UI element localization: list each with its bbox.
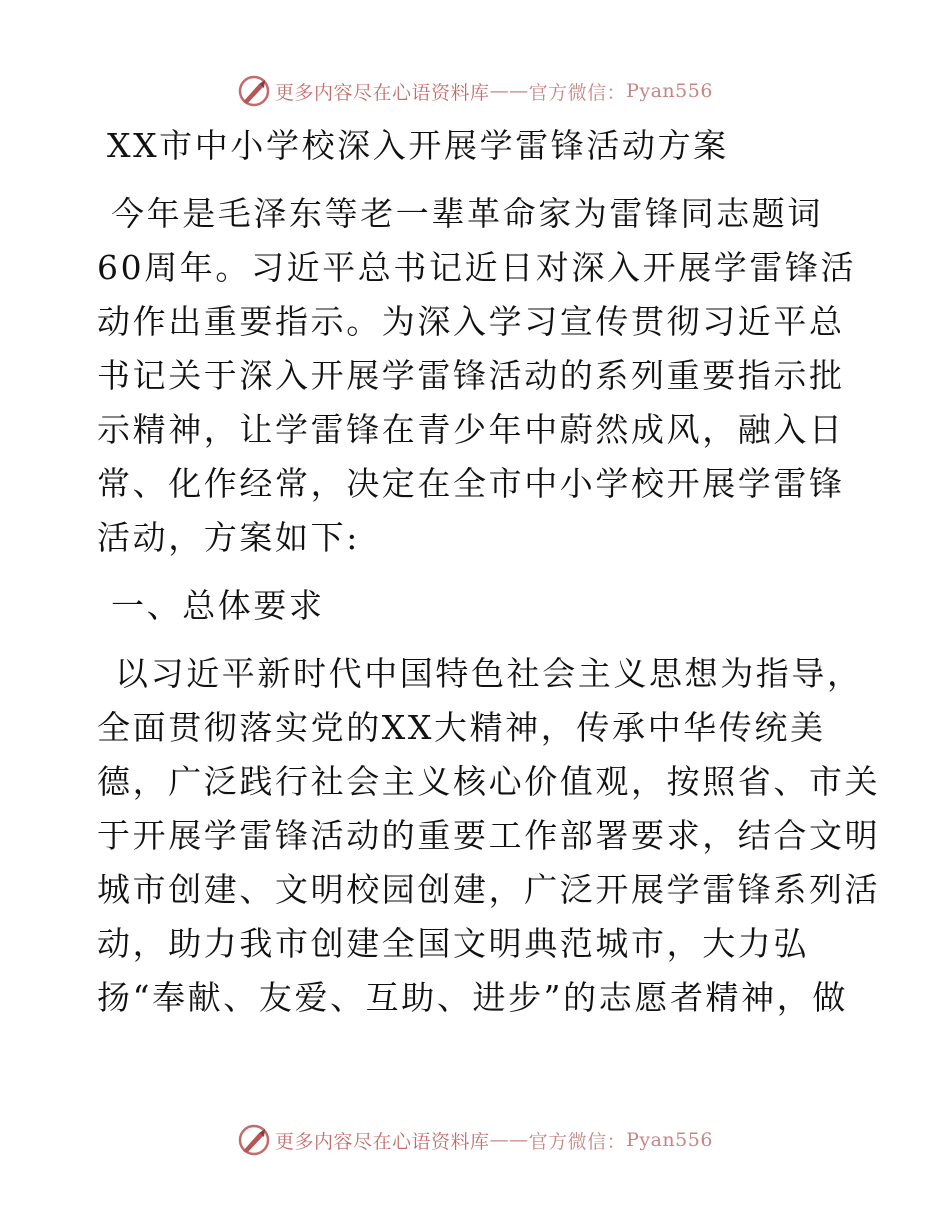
watermark-dash: —— xyxy=(489,80,529,102)
watermark-text: 更多内容尽在心语资料库 xyxy=(275,1130,490,1153)
watermark-wechat-id: Pyan556 xyxy=(626,1129,713,1151)
watermark-wechat-label: 官方微信： xyxy=(528,1130,627,1153)
watermark-wechat-label: 官方微信： xyxy=(528,81,627,104)
paragraph-line: 城市创建、文明校园创建，广泛开展学雷锋系列活 xyxy=(97,870,881,909)
section-heading: 一、总体要求 xyxy=(111,586,325,625)
watermark-text: 更多内容尽在心语资料库 xyxy=(275,81,490,104)
paragraph-line: 德，广泛践行社会主义核心价值观，按照省、市关 xyxy=(97,762,881,801)
paragraph-line: 以习近平新时代中国特色社会主义思想为指导， xyxy=(115,654,863,693)
pen-logo-icon xyxy=(237,1123,271,1157)
watermark-wechat-id: Pyan556 xyxy=(626,80,713,102)
intro-paragraph: 今年是毛泽东等老一辈革命家为雷锋同志题词60周年。习近平总书记近日对深入开展学雷锋活动作出重要指示。为深入学习宣传贯彻习近平总书记关于深入开展学雷锋活动的系列重要指示批示精神，让学雷锋在青少年中蔚然成风，融入日常、化作经常，决定在全市中小学校开展学雷锋活动，方案如下: xyxy=(97,194,857,557)
paragraph-line: 于开展学雷锋活动的重要工作部署要求，结合文明 xyxy=(97,816,881,855)
pen-logo-icon xyxy=(237,74,271,108)
section-paragraph xyxy=(97,647,881,1025)
document-title: XX市中小学校深入开展学雷锋活动方案 xyxy=(107,126,729,165)
paragraph-line: 动，助力我市创建全国文明典范城市，大力弘 xyxy=(97,924,809,963)
document-body xyxy=(97,119,881,1025)
paragraph-line: 扬“奉献、友爱、互助、进步”的志愿者精神，做 xyxy=(97,978,848,1017)
watermark-banner-bottom xyxy=(0,1120,950,1160)
watermark-banner-top xyxy=(0,71,950,111)
paragraph-line: 全面贯彻落实党的XX大精神，传承中华传统美 xyxy=(97,708,826,747)
watermark-dash: —— xyxy=(489,1129,529,1151)
